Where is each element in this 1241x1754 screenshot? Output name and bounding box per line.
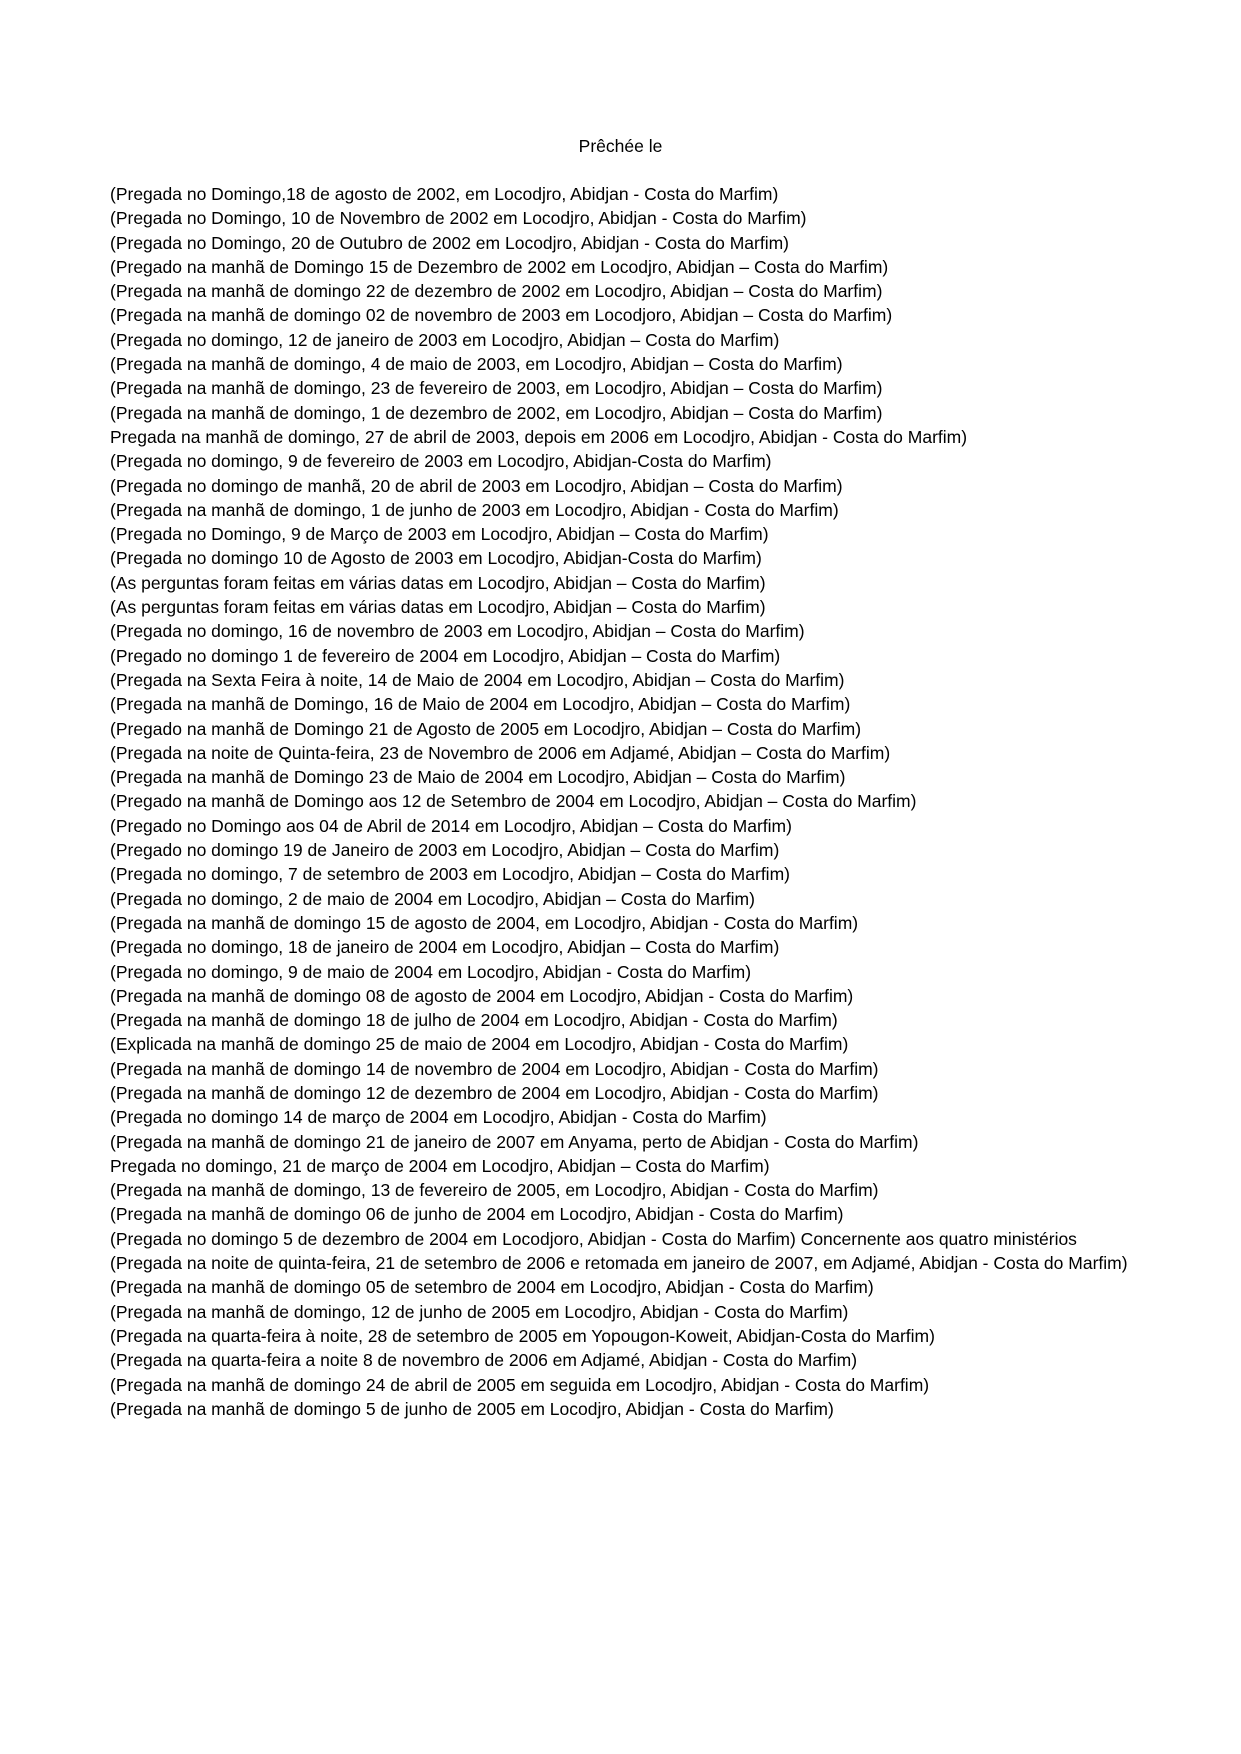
page-title: Prêchée le xyxy=(578,136,663,156)
list-item: (Pregado no domingo 1 de fevereiro de 2004 em Locodjro, Abidjan – Costa do Marfim) xyxy=(110,645,781,666)
list-item: (Pregada na manhã de domingo 14 de novembro de 2004 em Locodjro, Abidjan - Costa do Marfim) xyxy=(110,1058,879,1079)
list-item: (Pregada na manhã de domingo 02 de novembro de 2003 em Locodjoro, Abidjan – Costa do Marfim) xyxy=(110,305,893,326)
list-item: (Pregada no domingo de manhã, 20 de abril de 2003 em Locodjro, Abidjan – Costa do Marfim) xyxy=(110,475,843,496)
list-item: (Pregada na manhã de domingo 08 de agosto de 2004 em Locodjro, Abidjan - Costa do Marfim) xyxy=(110,985,854,1006)
list-item: (Pregado no Domingo aos 04 de Abril de 2014 em Locodjro, Abidjan – Costa do Marfim) xyxy=(110,815,792,836)
list-item: (Pregada no domingo, 18 de janeiro de 2004 em Locodjro, Abidjan – Costa do Marfim) xyxy=(110,937,780,958)
list-item: (Pregada na manhã de domingo, 1 de junho de 2003 em Locodjro, Abidjan - Costa do Marfim) xyxy=(110,499,839,520)
list-item: (Pregada no domingo 5 de dezembro de 2004 em Locodjoro, Abidjan - Costa do Marfim) Concernente aos quatro ministérios xyxy=(110,1228,1077,1249)
list-item: (As perguntas foram feitas em várias datas em Locodjro, Abidjan – Costa do Marfim) xyxy=(110,597,766,618)
list-item: (Pregada no Domingo,18 de agosto de 2002, em Locodjro, Abidjan - Costa do Marfim) xyxy=(110,184,779,204)
list-item: (Pregada na Sexta Feira à noite, 14 de Maio de 2004 em Locodjro, Abidjan – Costa do Marfim) xyxy=(110,669,845,690)
list-item: (Pregada na manhã de domingo 21 de janeiro de 2007 em Anyama, perto de Abidjan - Costa do Marfim) xyxy=(110,1131,919,1152)
sermon-reference-list xyxy=(110,182,1241,1421)
list-item: (Explicada na manhã de domingo 25 de maio de 2004 em Locodjro, Abidjan - Costa do Marfim) xyxy=(110,1034,849,1055)
list-item: (Pregada na manhã de domingo 18 de julho de 2004 em Locodjro, Abidjan - Costa do Marfim) xyxy=(110,1010,838,1031)
list-item: (Pregada na manhã de domingo, 1 de dezembro de 2002, em Locodjro, Abidjan – Costa do Marfim) xyxy=(110,402,883,423)
list-item: (Pregada na manhã de domingo 22 de dezembro de 2002 em Locodjro, Abidjan – Costa do Marfim) xyxy=(110,281,883,302)
list-item: (Pregada no domingo, 9 de maio de 2004 em Locodjro, Abidjan - Costa do Marfim) xyxy=(110,961,752,982)
list-item: (Pregada no domingo, 7 de setembro de 2003 em Locodjro, Abidjan – Costa do Marfim) xyxy=(110,864,790,885)
list-item: (As perguntas foram feitas em várias datas em Locodjro, Abidjan – Costa do Marfim) xyxy=(110,572,766,593)
list-item: (Pregada no domingo, 9 de fevereiro de 2003 em Locodjro, Abidjan-Costa do Marfim) xyxy=(110,451,772,472)
list-item: (Pregada na manhã de domingo 12 de dezembro de 2004 em Locodjro, Abidjan - Costa do Marfim) xyxy=(110,1082,879,1103)
list-item: (Pregada no Domingo, 20 de Outubro de 2002 em Locodjro, Abidjan - Costa do Marfim) xyxy=(110,232,789,253)
list-item: Pregada no domingo, 21 de março de 2004 em Locodjro, Abidjan – Costa do Marfim) xyxy=(110,1155,770,1176)
list-item: (Pregada no domingo, 16 de novembro de 2003 em Locodjro, Abidjan – Costa do Marfim) xyxy=(110,621,805,642)
list-item: (Pregada na manhã de domingo, 12 de junho de 2005 em Locodjro, Abidjan - Costa do Marfim) xyxy=(110,1301,849,1322)
list-item: (Pregada na manhã de Domingo 23 de Maio de 2004 em Locodjro, Abidjan – Costa do Marfim) xyxy=(110,767,846,788)
list-item: (Pregada na noite de quinta-feira, 21 de setembro de 2006 e retomada em janeiro de 2007, em Adjamé, Abidjan - Costa do Marfim) xyxy=(110,1253,1128,1274)
list-item: (Pregada na manhã de domingo, 13 de fevereiro de 2005, em Locodjro, Abidjan - Costa do Marfim) xyxy=(110,1180,879,1201)
list-item: Pregada na manhã de domingo, 27 de abril de 2003, depois em 2006 em Locodjro, Abidjan - Costa do Marfim) xyxy=(110,426,968,447)
list-item: (Pregada na quarta-feira a noite 8 de novembro de 2006 em Adjamé, Abidjan - Costa do Marfim) xyxy=(110,1350,858,1371)
list-item: (Pregado na manhã de Domingo 15 de Dezembro de 2002 em Locodjro, Abidjan – Costa do Marfim) xyxy=(110,256,889,277)
list-item: (Pregada no Domingo, 9 de Março de 2003 em Locodjro, Abidjan – Costa do Marfim) xyxy=(110,524,769,545)
list-item: (Pregada na manhã de domingo 05 de setembro de 2004 em Locodjro, Abidjan - Costa do Marfim) xyxy=(110,1277,874,1298)
list-item: (Pregada na manhã de domingo 15 de agosto de 2004, em Locodjro, Abidjan - Costa do Marfim) xyxy=(110,912,859,933)
list-item: (Pregada na manhã de Domingo, 16 de Maio de 2004 em Locodjro, Abidjan – Costa do Marfim) xyxy=(110,694,851,715)
list-item: (Pregada na manhã de domingo, 23 de fevereiro de 2003, em Locodjro, Abidjan – Costa do Marfim) xyxy=(110,378,883,399)
list-item: (Pregada no domingo 10 de Agosto de 2003 em Locodjro, Abidjan-Costa do Marfim) xyxy=(110,548,762,569)
list-item: (Pregada na quarta-feira à noite, 28 de setembro de 2005 em Yopougon-Koweit, Abidjan-Costa do Marfim) xyxy=(110,1325,935,1346)
list-item: (Pregada no Domingo, 10 de Novembro de 2002 em Locodjro, Abidjan - Costa do Marfim) xyxy=(110,208,807,229)
list-item: (Pregada na manhã de domingo 24 de abril de 2005 em seguida em Locodjro, Abidjan - Costa do Marfim) xyxy=(110,1374,930,1395)
list-item: (Pregada na manhã de domingo 5 de junho de 2005 em Locodjro, Abidjan - Costa do Marfim) xyxy=(110,1398,834,1419)
list-item: (Pregada na manhã de domingo 06 de junho de 2004 em Locodjro, Abidjan - Costa do Marfim) xyxy=(110,1204,844,1225)
list-item: (Pregado na manhã de Domingo 21 de Agosto de 2005 em Locodjro, Abidjan – Costa do Marfim) xyxy=(110,718,862,739)
list-item: (Pregada no domingo 14 de março de 2004 em Locodjro, Abidjan - Costa do Marfim) xyxy=(110,1107,767,1128)
list-item: (Pregada na noite de Quinta-feira, 23 de Novembro de 2006 em Adjamé, Abidjan – Costa do Marfim) xyxy=(110,742,891,763)
list-item: (Pregado na manhã de Domingo aos 12 de Setembro de 2004 em Locodjro, Abidjan – Costa do Marfim) xyxy=(110,791,917,812)
list-item: (Pregada na manhã de domingo, 4 de maio de 2003, em Locodjro, Abidjan – Costa do Marfim) xyxy=(110,354,843,375)
list-item: (Pregada no domingo, 2 de maio de 2004 em Locodjro, Abidjan – Costa do Marfim) xyxy=(110,888,755,909)
list-item: (Pregado no domingo 19 de Janeiro de 2003 em Locodjro, Abidjan – Costa do Marfim) xyxy=(110,840,780,861)
list-item: (Pregada no domingo, 12 de janeiro de 2003 em Locodjro, Abidjan – Costa do Marfim) xyxy=(110,329,780,350)
